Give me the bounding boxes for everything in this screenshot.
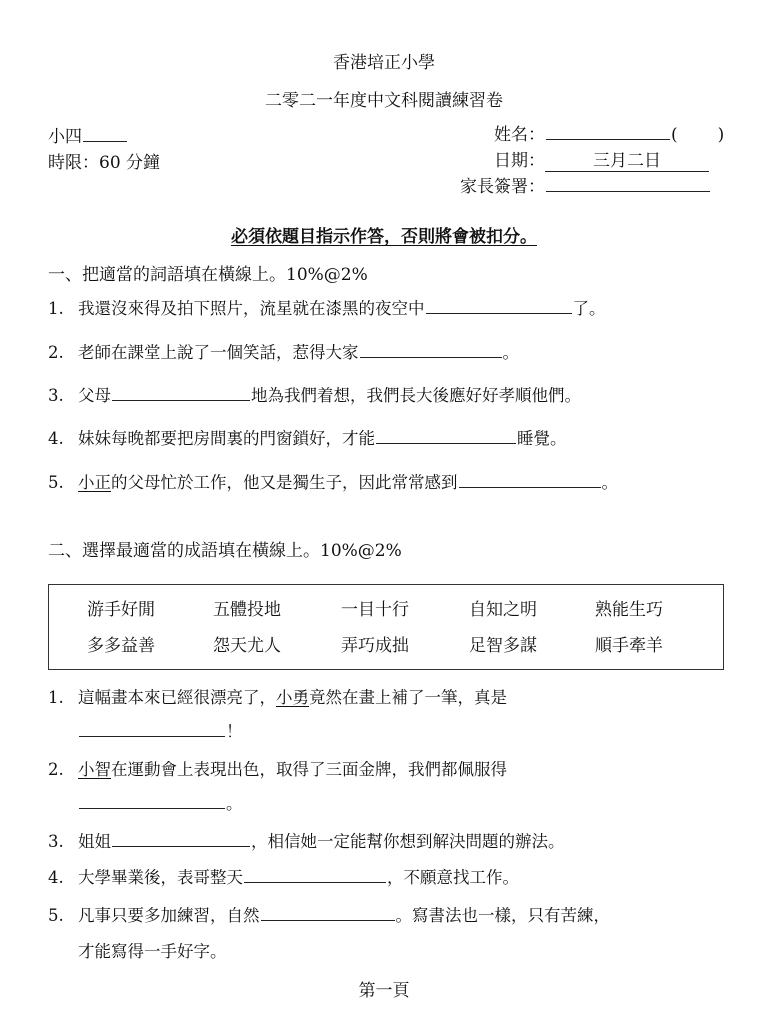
instruction-text: 必須依題目指示作答，否則將會被扣分。 [231, 227, 537, 247]
grade-label: 小四 [48, 127, 82, 147]
parent-sign-blank[interactable] [546, 176, 710, 192]
question-text: 我還沒來得及拍下照片，流星就在漆黑的夜空中 [78, 299, 425, 318]
question-text: 在運動會上表現出色，取得了三面金牌，我們都佩服得 [111, 760, 507, 779]
s2-question-2-line2 [78, 790, 243, 814]
question-text: 竟然在畫上補了一筆，真是 [309, 688, 507, 707]
answer-blank[interactable] [261, 905, 395, 921]
question-text: 凡事只要多加練習，自然 [78, 906, 260, 925]
question-number: 1. [48, 299, 64, 318]
question-text: 的父母忙於工作，他又是獨生子，因此常常感到 [111, 473, 458, 492]
idiom-option: 游手好閒 [87, 600, 155, 620]
question-text: 姐姐 [78, 832, 111, 851]
answer-blank[interactable] [376, 428, 516, 444]
name-label: 姓名： [494, 125, 545, 145]
page-number: 第一頁 [358, 981, 410, 1001]
date-label: 日期： [494, 151, 545, 171]
answer-blank[interactable] [112, 831, 250, 847]
question-text-end: 。 [601, 473, 618, 492]
question-number: 1. [48, 688, 64, 707]
idiom-option: 弄巧成拙 [341, 636, 409, 656]
s1-question-2 [48, 339, 519, 363]
answer-blank[interactable] [79, 721, 225, 737]
answer-blank[interactable] [360, 342, 502, 358]
question-number: 5. [48, 906, 64, 925]
s2-question-3 [48, 828, 565, 852]
answer-blank[interactable] [112, 385, 250, 401]
question-text-end: ！ [226, 722, 243, 741]
question-number: 2. [48, 760, 64, 779]
question-text-end: 睡覺。 [517, 429, 567, 448]
s2-question-1-line2 [78, 718, 243, 742]
answer-blank[interactable] [459, 472, 601, 488]
school-name: 香港培正小學 [333, 53, 435, 73]
question-number: 4. [48, 868, 64, 887]
parent-sign-line [460, 172, 711, 197]
s2-question-5 [48, 902, 610, 926]
idiom-option: 一目十行 [341, 600, 409, 620]
s2-question-5-line2: 才能寫得一手好字。 [78, 942, 227, 961]
class-number-bracket-close: ) [717, 125, 725, 145]
parent-sign-label: 家長簽署： [460, 177, 545, 197]
s2-question-2 [48, 756, 507, 780]
idiom-option: 足智多謀 [469, 636, 537, 656]
instruction [0, 222, 768, 247]
question-number: 3. [48, 386, 64, 405]
answer-blank[interactable] [426, 298, 572, 314]
class-blank[interactable] [83, 126, 127, 142]
idiom-option: 熟能生巧 [595, 600, 663, 620]
person-name: 小勇 [276, 688, 309, 707]
question-number: 5. [48, 473, 64, 492]
section1-title: 一、把適當的詞語填在橫線上。10%@2% [48, 265, 368, 285]
question-number: 3. [48, 832, 64, 851]
question-text: 老師在課堂上說了一個笑話，惹得大家 [78, 343, 359, 362]
s2-question-1 [48, 684, 507, 708]
s1-question-5 [48, 469, 618, 493]
section2-title: 二、選擇最適當的成語填在橫線上。10%@2% [48, 541, 402, 561]
question-text-end: 。 [226, 794, 243, 813]
question-text: 這幅畫本來已經很漂亮了， [78, 688, 276, 707]
person-name: 小正 [78, 473, 111, 492]
idiom-word-bank [48, 584, 724, 670]
class-number-bracket-open: ( [671, 125, 678, 145]
grade-line [48, 122, 128, 147]
s2-question-4 [48, 864, 519, 888]
idiom-option: 怨天尤人 [213, 636, 281, 656]
idiom-option: 多多益善 [87, 636, 155, 656]
name-line [494, 120, 724, 145]
s1-question-1 [48, 295, 606, 319]
date-value: 三月二日 [545, 146, 709, 172]
paper-title: 二零二一年度中文科閱讀練習卷 [265, 91, 503, 111]
s1-question-3 [48, 382, 581, 406]
question-text-end: ，不願意找工作。 [387, 868, 519, 887]
s1-question-4 [48, 425, 567, 449]
answer-blank[interactable] [244, 867, 386, 883]
name-blank[interactable] [546, 124, 670, 140]
idiom-option: 自知之明 [469, 600, 537, 620]
question-text-end: 。 [502, 343, 519, 362]
idiom-option: 順手牽羊 [595, 636, 663, 656]
person-name: 小智 [78, 760, 111, 779]
date-line [494, 146, 709, 172]
question-text: 父母 [78, 386, 111, 405]
idiom-option: 五體投地 [213, 600, 281, 620]
answer-blank[interactable] [79, 793, 225, 809]
question-text: 大學畢業後，表哥整天 [78, 868, 243, 887]
question-text: 。寫書法也一樣，只有苦練， [395, 906, 610, 925]
question-text: 妹妹每晚都要把房間裏的門窗鎖好，才能 [78, 429, 375, 448]
question-number: 2. [48, 343, 64, 362]
question-number: 4. [48, 429, 64, 448]
question-text-end: ，相信她一定能幫你想到解決問題的辦法。 [251, 832, 565, 851]
question-text-end: 地為我們着想，我們長大後應好好孝順他們。 [251, 386, 581, 405]
time-limit: 時限：60 分鐘 [48, 153, 161, 173]
question-text-end: 了。 [572, 299, 606, 318]
